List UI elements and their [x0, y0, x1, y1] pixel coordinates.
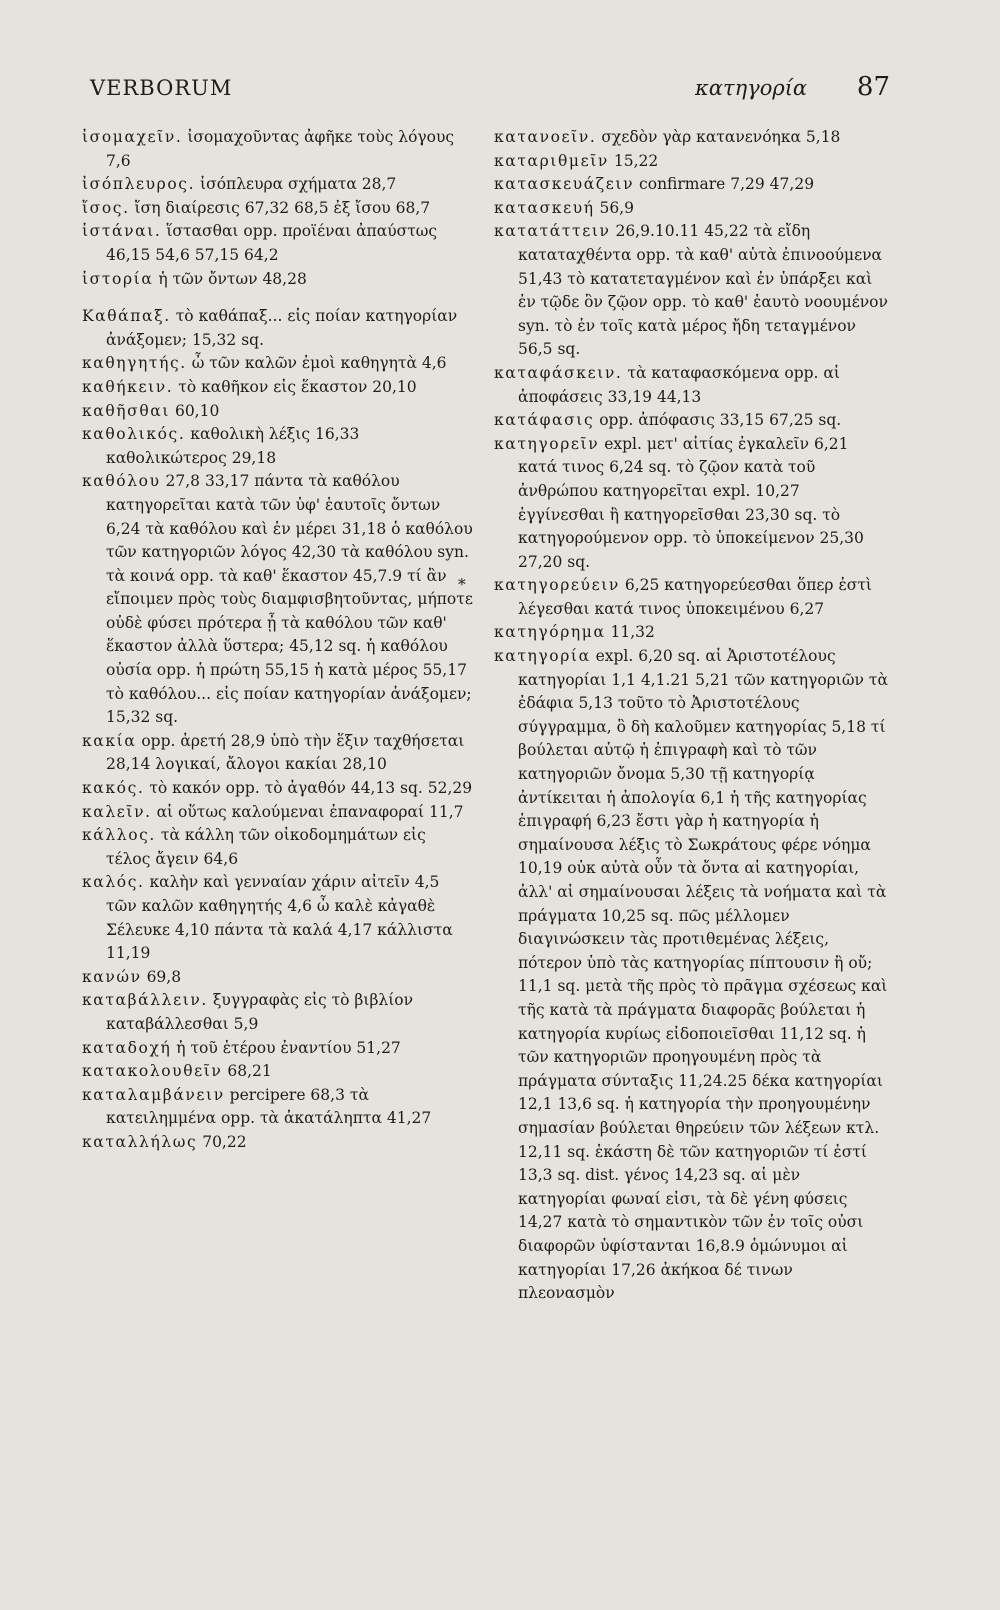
- index-entry: [82, 1084, 474, 1131]
- entry-headword: καλεῖν.: [82, 802, 152, 821]
- index-entry: [82, 197, 474, 221]
- entry-headword: καταλαμβάνειν: [82, 1085, 225, 1104]
- index-entry: [494, 173, 890, 197]
- entry-headword: ἱστορία: [82, 269, 154, 288]
- entry-headword: ἰσόπλευρος.: [82, 175, 196, 194]
- index-entry: [494, 150, 890, 174]
- entry-text: 27,8 33,17 πάντα τὰ καθόλου κατηγορεῖται κατὰ τῶν ὑφ' ἑαυτοῖς ὄντων 6,24 τὰ καθόλου καὶ ἐν μέρει 31,18 ὁ καθόλου τῶν κατηγοριῶν λόγος 42,30 τὰ καθόλου syn. τὰ κοινά opp. τὰ καθ' ἕκαστον 45,7.9 τί ἂν εἴποιμεν πρὸς τοὺς διαμφισβητοῦντας, μήποτε οὐδὲ φύσει πρότερα ᾖ τὰ καθόλου τῶν καθ' ἕκαστον ἀλλὰ ὕστερα; 45,12 sq. ἡ καθόλου οὐσία opp. ἡ πρώτη 55,15 ἡ κατὰ μέρος 55,17 τὸ καθόλου... εἰς ποίαν κατηγορίαν ἀνάξομεν; 15,32 sq.: [106, 472, 473, 727]
- entry-text: ἰσομαχοῦντας ἀφῆκε τοὺς λόγους 7,6: [106, 128, 455, 170]
- entry-headword: κανών: [82, 967, 142, 986]
- entry-text: 15,22: [608, 151, 659, 170]
- index-entry: [82, 801, 474, 825]
- entry-text: ἡ τοῦ ἑτέρου ἐναντίου 51,27: [171, 1038, 401, 1057]
- entry-headword: ἰσομαχεῖν.: [82, 128, 183, 146]
- entry-text: καλὴν καὶ γενναίαν χάριν αἰτεῖν 4,5 τῶν καλῶν καθηγητής 4,6 ὦ καλὲ κἀγαθὲ Σέλευκε 4,10 πάντα τὰ καλά 4,17 κάλλιστα 11,19: [106, 873, 453, 963]
- entry-text: τὰ κάλλη τῶν οἰκοδομημάτων εἰς τέλος ἄγειν 64,6: [106, 826, 426, 868]
- index-entry: [82, 989, 474, 1036]
- entry-headword: κατηγορεύειν: [494, 576, 620, 595]
- entry-headword: κακία: [82, 731, 137, 750]
- entry-text: confirmare 7,29 47,29: [634, 175, 815, 194]
- entry-headword: καταβάλλειν.: [82, 991, 208, 1010]
- entry-text: ἵστασθαι opp. προϊέναι ἀπαύστως 46,15 54,6 57,15 64,2: [106, 222, 438, 264]
- entry-text: τὸ καθῆκον εἰς ἕκαστον 20,10: [173, 377, 417, 396]
- entry-text: ἰσόπλευρα σχήματα 28,7: [195, 175, 397, 194]
- entry-text: expl. 6,20 sq. αἱ Ἀριστοτέλους κατηγορίαι 1,1 4,1.21 5,21 τῶν κατηγοριῶν τὰ ἐδάφια 5,13 τοῦτο τὸ Ἀριστοτέλους σύγγραμμα, ὃ δὴ καλοῦμεν κατηγορίας 5,18 τί βούλεται αὐτῷ ἡ ἐπιγραφὴ καὶ τὸ τῶν κατηγοριῶν ὄνομα 5,30 τῇ κατηγορίᾳ ἀντίκειται ἡ ἀπολογία 6,1 ἡ τῆς κατηγορίας ἐπιγραφή 6,23 ἔστι γὰρ ἡ κατηγορία ἡ σημαίνουσα λέξις τὸ Σωκράτους φέρε νόημα 10,19 οὐκ αὐτὰ οὖν τὰ ὄντα αἱ κατηγορίαι, ἀλλ' αἱ σημαίνουσαι λέξεις τὰ νοήματα καὶ τὰ πράγματα 10,25 sq. πῶς μέλλομεν διαγινώσκειν τὰς προτιθεμένας λέξεις, πότερον ὑπὸ τὰς κατηγορίας πίπτουσιν ἢ οὔ; 11,1 sq. μετὰ τῆς πρὸς τὸ πρᾶγμα σχέσεως καὶ τῆς κατὰ τὰ πράγματα διαφορᾶς βούλεται ἡ κατηγορία κυρίως εἰδοποιεῖσθαι 11,12 sq. ἡ τῶν κατηγοριῶν προηγουμένη πρὸς τὰ πράγματα σύνταξις 11,24.25 δέκα κατηγορίαι 12,1 13,6 sq. ἡ κατηγορία τὴν προηγουμένην σημασίαν βούλεται θηρεύειν τῶν λέξεων κτλ. 12,11 sq. ἑκάστη δὲ τῶν κατηγοριῶν τί ἐστί 13,3 sq. dist. γένος 14,23 sq. αἱ μὲν κατηγορίαι φωναί εἰσι, τὰ δὲ γένη φύσεις 14,27 κατὰ τὸ σημαντικὸν τῶν ἐν τοῖς οὐσι διαφορῶν ὑφίστανται 16,8.9 ὁμώνυμοι αἱ κατηγορίαι 17,26 ἀκήκοα δέ τινων πλεονασμὸν: [518, 647, 888, 1303]
- index-entry: [494, 362, 890, 409]
- entry-text: 60,10: [170, 401, 220, 420]
- index-entry: [82, 966, 474, 990]
- entry-headword: ἱστάναι.: [82, 222, 162, 241]
- entry-headword: κάλλος.: [82, 826, 156, 845]
- right-column: [494, 126, 890, 1306]
- entry-headword: καθῆσθαι: [82, 401, 171, 420]
- entry-headword: κατασκευάζειν: [494, 175, 635, 194]
- entry-headword: κατανοεῖν.: [494, 128, 597, 146]
- index-entry: [494, 433, 890, 575]
- header-left-title: VERBORUM: [90, 76, 233, 100]
- header-center-keyword: κατηγορία: [695, 76, 808, 100]
- index-entry: [82, 376, 474, 400]
- entry-text: τὸ καθάπαξ... εἰς ποίαν κατηγορίαν ἀνάξομεν; 15,32 sq.: [106, 307, 458, 349]
- index-entry: [82, 1131, 474, 1155]
- index-entry: [82, 173, 474, 197]
- entry-headword: κατατάττειν: [494, 222, 611, 241]
- entry-headword: κατασκευή: [494, 198, 595, 217]
- index-entry: [82, 352, 474, 376]
- entry-text: 26,9.10.11 45,22 τὰ εἴδη καταταχθέντα opp. τὰ καθ' αὑτὰ ἐπινοούμενα 51,43 τὸ κατατεταγμένον καὶ ἐν ὑπάρξει καὶ ἐν τῷδε ὂν ζῷον opp. τὸ καθ' ἑαυτὸ νοουμένον syn. τὸ ἐν τοῖς κατὰ μέρος ἤδη τεταγμένον 56,5 sq.: [518, 222, 888, 359]
- index-entry: [494, 645, 890, 1306]
- entry-text: καθολικὴ λέξις 16,33 καθολικώτερος 29,18: [106, 425, 360, 467]
- entry-headword: κατακολουθεῖν: [82, 1062, 223, 1081]
- entry-text: ἡ τῶν ὄντων 48,28: [153, 269, 307, 288]
- entry-headword: κατηγορεῖν: [494, 434, 600, 453]
- entry-text: 69,8: [141, 967, 182, 986]
- entry-text: ξυγγραφὰς εἰς τὸ βιβλίον καταβάλλεσθαι 5,9: [106, 991, 414, 1033]
- entry-headword: κατάφασις: [494, 411, 595, 430]
- index-entry: [82, 1037, 474, 1061]
- entry-headword: καθολικός.: [82, 425, 186, 444]
- entry-headword: ἴσος.: [82, 198, 130, 217]
- entry-headword: καθήκειν.: [82, 377, 174, 396]
- index-entry: [494, 409, 890, 433]
- index-entry: [82, 1060, 474, 1084]
- index-entry: [82, 423, 474, 470]
- index-entry: [82, 400, 474, 424]
- entry-text: 70,22: [197, 1132, 247, 1151]
- index-entry: [82, 220, 474, 267]
- index-entry: [82, 305, 474, 352]
- entry-headword: καθόλου: [82, 472, 161, 491]
- entry-headword: καταφάσκειν.: [494, 363, 623, 382]
- entry-text: ὦ τῶν καλῶν ἐμοὶ καθηγητὰ 4,6: [186, 354, 447, 373]
- index-entry: [82, 470, 474, 730]
- entry-headword: κατηγορία: [494, 647, 591, 666]
- index-entry: [494, 220, 890, 362]
- entry-headword: Καθάπαξ.: [82, 307, 171, 326]
- entry-text: 11,32: [605, 623, 655, 642]
- entry-headword: καθηγητής.: [82, 354, 187, 373]
- entry-headword: κακός.: [82, 779, 145, 798]
- entry-text: 68,21: [222, 1062, 272, 1081]
- entry-headword: καταδοχή: [82, 1038, 172, 1057]
- index-entry: [82, 126, 474, 173]
- index-entry: [82, 268, 474, 292]
- entry-text: opp. ἀπόφασις 33,15 67,25 sq.: [594, 411, 842, 430]
- entry-text: expl. μετ' αἰτίας ἐγκαλεῖν 6,21 κατά τινος 6,24 sq. τὸ ζῷον κατὰ τοῦ ἀνθρώπου κατηγορεῖται expl. 10,27 ἐγγίνεσθαι ἢ κατηγορεῖσθαι 23,30 sq. τὸ κατηγορούμενον opp. τὸ ὑποκείμενον 25,30 27,20 sq.: [518, 434, 864, 571]
- entry-text: 6,25 κατηγορεύεσθαι ὅπερ ἐστὶ λέγεσθαι κατά τινος ὑποκειμένου 6,27: [518, 576, 873, 618]
- index-entry: [82, 777, 474, 801]
- entry-text: τὸ κακόν opp. τὸ ἀγαθόν 44,13 sq. 52,29: [144, 779, 473, 798]
- page-number: 87: [856, 72, 890, 102]
- entry-text: opp. ἀρετή 28,9 ὑπὸ τὴν ἕξιν ταχθήσεται 28,14 λογικαί, ἄλογοι κακίαι 28,10: [106, 731, 465, 774]
- entry-headword: καταλλήλως: [82, 1132, 198, 1151]
- entry-text: 56,9: [594, 198, 635, 217]
- entry-headword: καταριθμεῖν: [494, 151, 609, 170]
- index-entry: [82, 824, 474, 871]
- index-entry: [494, 126, 890, 150]
- entry-headword: κατηγόρημα: [494, 623, 606, 642]
- index-entry: [494, 197, 890, 221]
- index-entry: [494, 621, 890, 645]
- index-entry: [82, 871, 474, 965]
- index-entry: [82, 730, 474, 777]
- entry-text: τὰ καταφασκόμενα opp. αἱ ἀποφάσεις 33,19 44,13: [518, 363, 840, 406]
- index-entry: [494, 574, 890, 621]
- entry-text: ἴση διαίρεσις 67,32 68,5 ἐξ ἴσου 68,7: [129, 198, 431, 217]
- left-column: [82, 126, 474, 1155]
- entry-text: percipere 68,3 τὰ κατειλημμένα opp. τὰ ἀκατάληπτα 41,27: [106, 1085, 432, 1128]
- entry-text: σχεδὸν γὰρ κατανενόηκα 5,18: [596, 128, 841, 146]
- entry-headword: καλός.: [82, 873, 145, 892]
- entry-text: αἱ οὕτως καλούμεναι ἐπαναφοραί 11,7: [151, 802, 464, 821]
- running-header: [90, 72, 890, 112]
